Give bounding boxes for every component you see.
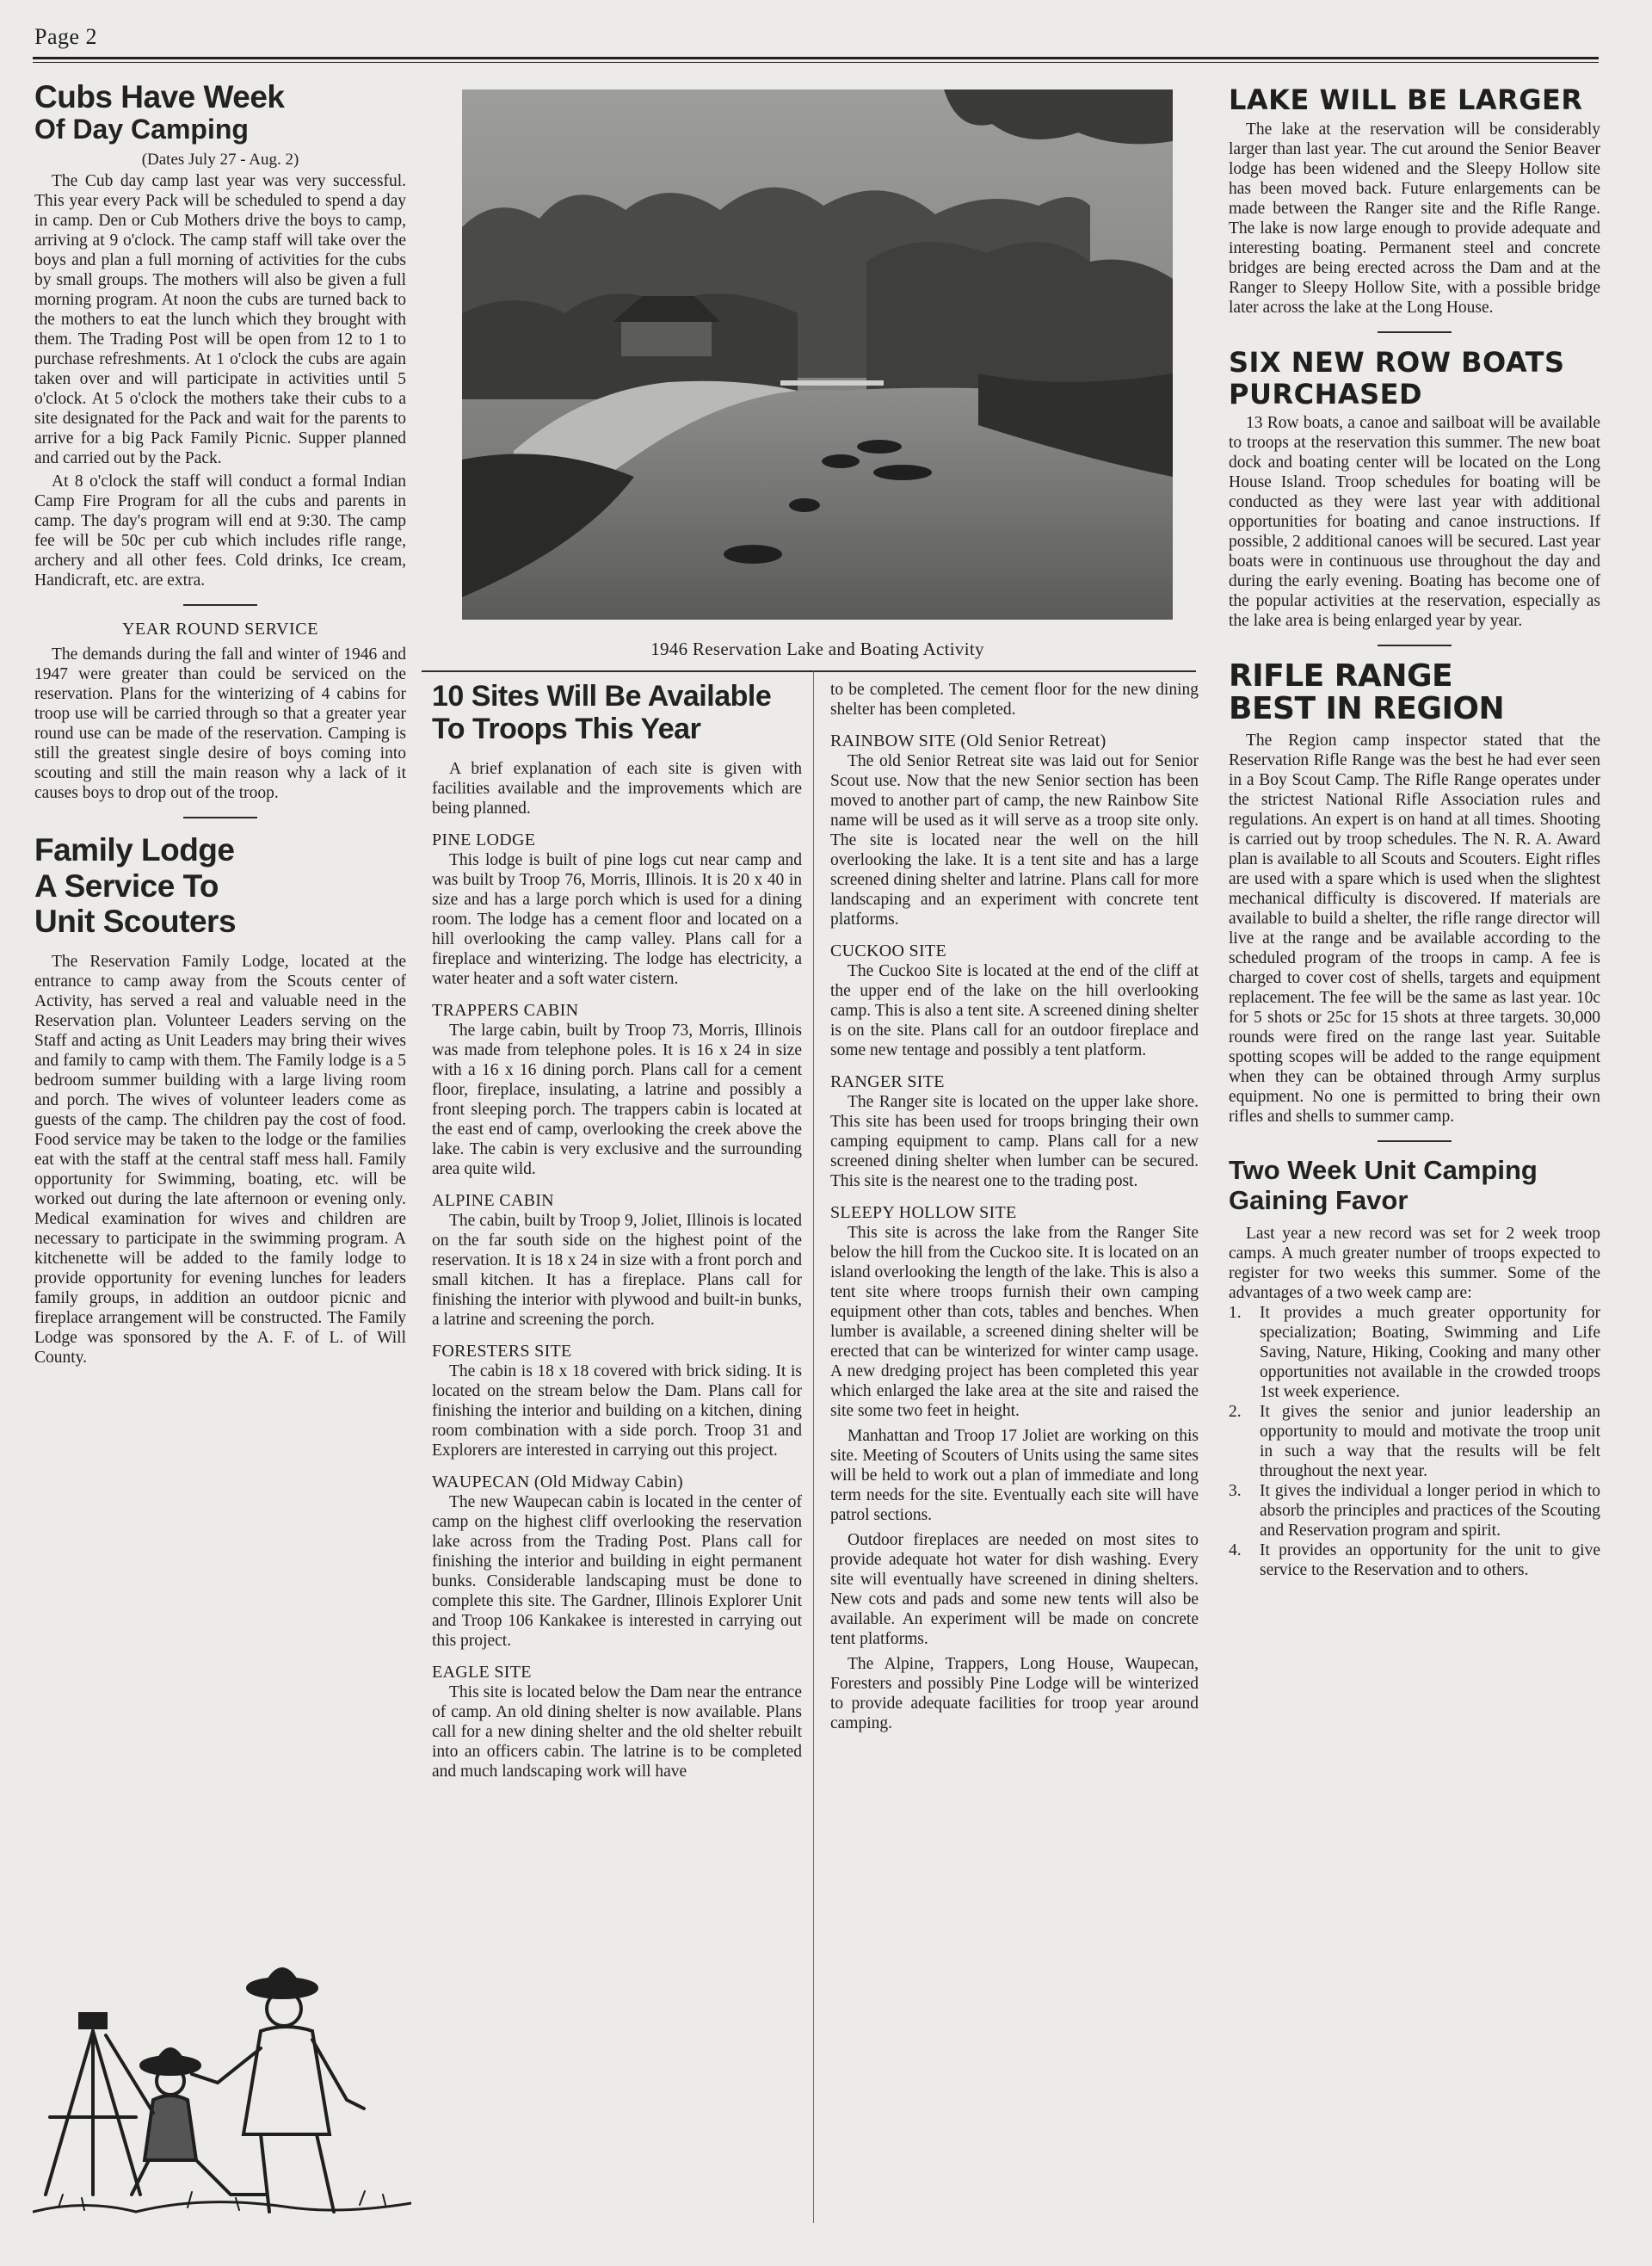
cubs-article: [34, 79, 406, 590]
sites-column-1: [432, 680, 802, 2229]
rifle-title-line2: BEST IN REGION: [1229, 691, 1505, 727]
advantage-item-3: [1229, 1481, 1600, 1541]
separator: [1378, 1140, 1452, 1142]
two-week-intro: Last year a new record was set for 2 week troop camps. A much greater number of troops expected to register for two weeks this summer. Some of the advantages of a two week camp are:: [1229, 1225, 1600, 1303]
page-number: Page 2: [34, 24, 98, 49]
year-round-article: [34, 620, 406, 803]
ranger-site-heading: RANGER SITE: [830, 1072, 945, 1091]
foresters-site-heading: FORESTERS SITE: [432, 1342, 572, 1361]
sites-title-line1: 10 Sites Will Be Available: [432, 680, 772, 713]
advantage-item-2: [1229, 1402, 1600, 1481]
cubs-paragraph-1: The Cub day camp last year was very successful. This year every Pack will be scheduled to spend a day in camp. Den or Cub Mothers drive the boys to camp, arriving at 9 o'clock. The camp staff will take over the boys and plan a full morning of activities for the cubs by small groups. The mothers will also be given a full morning program. At noon the cubs are turned back to the mothers to eat the lunch which they brought with them. The Trading Post will be open from 12 to 1 to purchase refreshments. At 1 o'clock the cubs are again taken over and will participate in activities until 5 o'clock. At 5 o'clock the mothers take their cubs to a site designated for the Pack and wait for the parents to arrive for a big Pack Family Picnic. Supper planned and carried out by the Pack.: [34, 172, 406, 468]
cubs-paragraph-2: At 8 o'clock the staff will conduct a formal Indian Camp Fire Program for all the cubs and parents in camp. The day's program will end at 9:30. The camp fee will be 50c per cub which includes rifle range, archery and all other fees. Cold drinks, Ice cream, Handicraft, etc. are extra.: [34, 472, 406, 590]
rainbow-site-text: The old Senior Retreat site was laid out for Senior Scout use. Now that the new Senior section has been moved to another part of camp, the new Rainbow Site name will be used as it will serve as a troop site only. The site is located near the well on the hill overlooking the lake. It is a tent site and has a large screened dining shelter and latrine. Plans call for more landscaping and an experiment with concrete tent platforms.: [830, 752, 1199, 929]
cubs-title-line2: Of Day Camping: [34, 114, 249, 145]
winterized-paragraph: The Alpine, Trappers, Long House, Waupecan, Foresters and possibly Pine Lodge will be winterized to provide adequate facilities for troop year around camping.: [830, 1655, 1199, 1732]
item-number: 4.: [1229, 1541, 1242, 1560]
rainbow-site-heading: RAINBOW SITE (Old Senior Retreat): [830, 732, 1106, 750]
top-rule: [33, 57, 1599, 63]
alpine-cabin-text: The cabin, built by Troop 9, Joliet, Illinois is located on the far south side on the highest point of the reservation. It is 18 x 24 in size with a front porch and small kitchen. It has a fireplace. Plans call for finishing the interior with plywood and built-in bunks, a latrine and screening the porch.: [432, 1212, 802, 1330]
ranger-site-text: The Ranger site is located on the upper lake shore. This site has been used for troops bringing their own camping equipment to camp. Plans call for a new screened dining shelter when lumber can be secured. This site is the nearest one to the trading post.: [830, 1093, 1199, 1190]
column-rule: [813, 671, 814, 2223]
family-lodge-title-line1: Family Lodge: [34, 832, 235, 868]
scouts-illustration: [33, 1936, 411, 2238]
eagle-site-text: This site is located below the Dam near the entrance of camp. An old dining shelter is now available. Plans call for a new dining shelter and the old shelter rebuilt into an officers cabin. The latrine is to be completed and much landscaping work will have: [432, 1683, 802, 1781]
item-number: 3.: [1229, 1482, 1242, 1501]
year-round-title: YEAR ROUND SERVICE: [121, 620, 319, 639]
boats-title-line2: PURCHASED: [1229, 377, 1423, 411]
manhattan-paragraph: Manhattan and Troop 17 Joliet are working on this site. Meeting of Scouters of Units using the same sites will be held to work out a plan of immediate and long term needs for the site. Eventually each site will have patrol sections.: [830, 1427, 1199, 1524]
item-text: It gives the individual a longer period in which to absorb the principles and practices of the Scouting and Reservation program and spirit.: [1260, 1482, 1600, 1541]
item-number: 1.: [1229, 1304, 1242, 1323]
rifle-paragraph: The Region camp inspector stated that the Reservation Rifle Range was the best he had ever seen in a Boy Scout Camp. The Rifle Range operates under the strictest National Rifle Association rules and regulations. An expert is on hand at all times. Shooting is carried out by troop schedules. The N. R. A. Award plan is available to all Scouts and Scouters. Eight rifles are used with a spare which is used when the slightest mechanical difficulty is discovered. If materials are available to build a shelter, the rifle range director will live at the range and be available according to the scheduled program of the troops in camp. A fee is charged to cover cost of shells, targets and equipment replacement. The fee will be the same as last year. 10c for 5 shots or 25c for 15 shots at three targets. 30,000 rounds were fired on the range last year. Suitable spotting scopes will be added to the range equipment when they can be obtained through Army surplus equipment. No one is permitted to bring their own rifles and shells to summer camp.: [1229, 731, 1600, 1126]
separator: [183, 817, 257, 818]
waupecan-heading: WAUPECAN (Old Midway Cabin): [432, 1473, 683, 1492]
photo-image: [462, 90, 1173, 620]
advantage-item-4: [1229, 1541, 1600, 1580]
waupecan-text: The new Waupecan cabin is located in the center of camp on the highest cliff overlooking the reservation lake across from the Trading Post. Plans call for finishing the interior and building in eight permanent bunks. Considerable landscaping must be done to complete this site. The Gardner, Illinois Explorer Unit and Troop 106 Kankakee is interested in carrying out this project.: [432, 1493, 802, 1651]
cuckoo-site-text: The Cuckoo Site is located at the end of the cliff at the upper end of the lake on the hill overlooking camp. This is also a tent site. A screened dining shelter is on the site. Plans call for an outdoor fireplace and some new tentage and possibly a tent platform.: [830, 962, 1199, 1059]
eagle-site-continued: to be completed. The cement floor for the new dining shelter has been completed.: [830, 681, 1199, 719]
cuckoo-site-heading: CUCKOO SITE: [830, 942, 946, 960]
cubs-dates: (Dates July 27 - Aug. 2): [141, 151, 299, 170]
family-lodge-article: [34, 832, 406, 1367]
row-boats-article: [1229, 347, 1600, 632]
two-week-title-line1: Two Week Unit Camping: [1229, 1154, 1538, 1185]
lake-article: [1229, 84, 1600, 318]
sites-column-2: [830, 680, 1199, 2229]
two-week-title-line2: Gaining Favor: [1229, 1184, 1409, 1215]
item-text: It gives the senior and junior leadership an opportunity to mould and motivate the troop unit in such a way that the results will be felt throughout the next year.: [1260, 1403, 1600, 1481]
item-text: It provides an opportunity for the unit to give service to the Reservation and to others.: [1260, 1541, 1600, 1580]
separator: [1378, 645, 1452, 646]
lake-boating-photo: [462, 90, 1173, 620]
separator: [1378, 331, 1452, 333]
item-number: 2.: [1229, 1403, 1242, 1422]
trappers-cabin-text: The large cabin, built by Troop 73, Morris, Illinois was made from telephone poles. It is 16 x 24 in size with a 16 x 16 dining porch. Plans call for a cement floor, fireplace, insulating, a latrine and possibly a front sleeping porch. The trappers cabin is located at the east end of camp, overlooking the creek above the lake. The cabin is very exclusive and the surrounding area quite wild.: [432, 1022, 802, 1179]
cubs-title-line1: Cubs Have Week: [34, 79, 285, 114]
advantage-item-1: [1229, 1303, 1600, 1402]
year-round-paragraph: The demands during the fall and winter of 1946 and 1947 were greater than could be serviced on the reservation. Plans for the winterizing of 4 cabins for troop use will be carried through so that a greater year round use can be made of the reservation. Camping is still the greatest single desire of boys coming into scouting and still the main reason why a lack of it causes boys to drop out of the troop.: [34, 645, 406, 803]
pine-lodge-text: This lodge is built of pine logs cut near camp and was built by Troop 76, Morris, Illinois. It is 20 x 40 in size and has a large porch which is used for a dining room. The lodge has a cement floor and located on a hill overlooking the camp valley. Plans call for a fireplace and winterizing. The lodge has electricity, a water heater and a soft water cistern.: [432, 851, 802, 989]
sleepy-hollow-heading: SLEEPY HOLLOW SITE: [830, 1203, 1017, 1222]
family-lodge-title-line3: Unit Scouters: [34, 904, 237, 940]
alpine-cabin-heading: ALPINE CABIN: [432, 1191, 554, 1211]
separator: [183, 604, 257, 606]
outdoor-fireplaces-paragraph: Outdoor fireplaces are needed on most sites to provide adequate hot water for dish washing. Every site will eventually have screened in dining shelters. New cots and pads and some new tents will also be available. An experiment will be made on concrete tent platforms.: [830, 1531, 1199, 1648]
photo-caption: 1946 Reservation Lake and Boating Activity: [650, 639, 984, 659]
lake-paragraph: The lake at the reservation will be considerably larger than last year. The cut around the Senior Beaver lodge has been widened and the Sleepy Hollow site has been moved back. Future enlargements can be made between the Ranger site and the Rifle Range. The lake is now large enough to provide adequate and interesting boating. Permanent steel and concrete bridges are being erected across the Dam and at the Ranger to Sleepy Hollow Site, with a possible bridge later across the lake at the Long House.: [1229, 120, 1600, 317]
sites-intro: A brief explanation of each site is given with facilities available and the improvements which are being planned.: [432, 760, 802, 818]
rifle-range-article: [1229, 660, 1600, 1127]
sites-title-line2: To Troops This Year: [432, 713, 701, 746]
rifle-title-line1: RIFLE RANGE: [1229, 658, 1453, 695]
boats-paragraph: 13 Row boats, a canoe and sailboat will be available to troops at the reservation this summer. The new boat dock and boating center will be located on the Long House Island. Troop schedules for boating will be conducted as they were last year with additional opportunities for boating and canoe instructions. If possible, 2 additional canoes will be secured. Last year boats were in continuous use throughout the day and during the early evening. Boating has become one of the popular activities at the reservation, especially as the lake area is being enlarged year by year.: [1229, 414, 1600, 631]
boats-title-line1: SIX NEW ROW BOATS: [1229, 345, 1565, 379]
caption-rule: [422, 670, 1196, 672]
family-lodge-paragraph: The Reservation Family Lodge, located at the entrance to camp away from the Scouts center of Activity, has served a real and valuable need in the Reservation plan. Volunteer Leaders serving on the Staff and acting as Unit Leaders may bring their wives and family to camp with them. The Family lodge is a 5 bedroom summer building with a large living room and porch. The wives of volunteer leaders come as guests of the camp. The children pay the cost of food. Food service may be taken to the lodge or the families eat with the staff at the central staff mess hall. Family opportunity for Swimming, boating, etc. will be worked out during the late afternoon or evening only. Medical examination for wives and children are necessary to participate in the swimming program. A kitchenette will be added to the family lodge to provide opportunity for evening lunches for leaders family groups, in addition an outdoor picnic and fireplace arrangement will be constructed. The Family Lodge was sponsored by the A. F. of L. of Will County.: [34, 952, 406, 1367]
trappers-cabin-heading: TRAPPERS CABIN: [432, 1001, 579, 1021]
right-column: [1229, 84, 1600, 2236]
foresters-site-text: The cabin is 18 x 18 covered with brick siding. It is located on the stream below the Dam. Plans call for finishing the interior and building on a kitchen, dining room combination with a side porch. Troop 31 and Explorers are interested in carrying out this project.: [432, 1362, 802, 1460]
item-text: It provides a much greater opportunity for specialization; Boating, Swimming and Life Saving, Nature, Hiking, Cooking and many other opportunities not available in the crowded troops 1st week experience.: [1260, 1304, 1600, 1402]
two-week-article: [1229, 1156, 1600, 1580]
family-lodge-title-line2: A Service To: [34, 868, 219, 904]
eagle-site-heading: EAGLE SITE: [432, 1663, 532, 1683]
left-column: [34, 79, 406, 1938]
lake-title: LAKE WILL BE LARGER: [1229, 84, 1583, 116]
pine-lodge-heading: PINE LODGE: [432, 830, 536, 850]
sleepy-hollow-text: This site is across the lake from the Ranger Site below the hill from the Cuckoo site. It is located on an island overlooking the length of the lake. This is also a tent site where troops furnish their own camping equipment other than cots, tables and benches. When lumber is available, a screened dining shelter will be erected that can be winterized for winter camp usage. A new dredging project has been completed this year which enlarged the lake area at the site and raised the site some two feet in height.: [830, 1224, 1199, 1420]
